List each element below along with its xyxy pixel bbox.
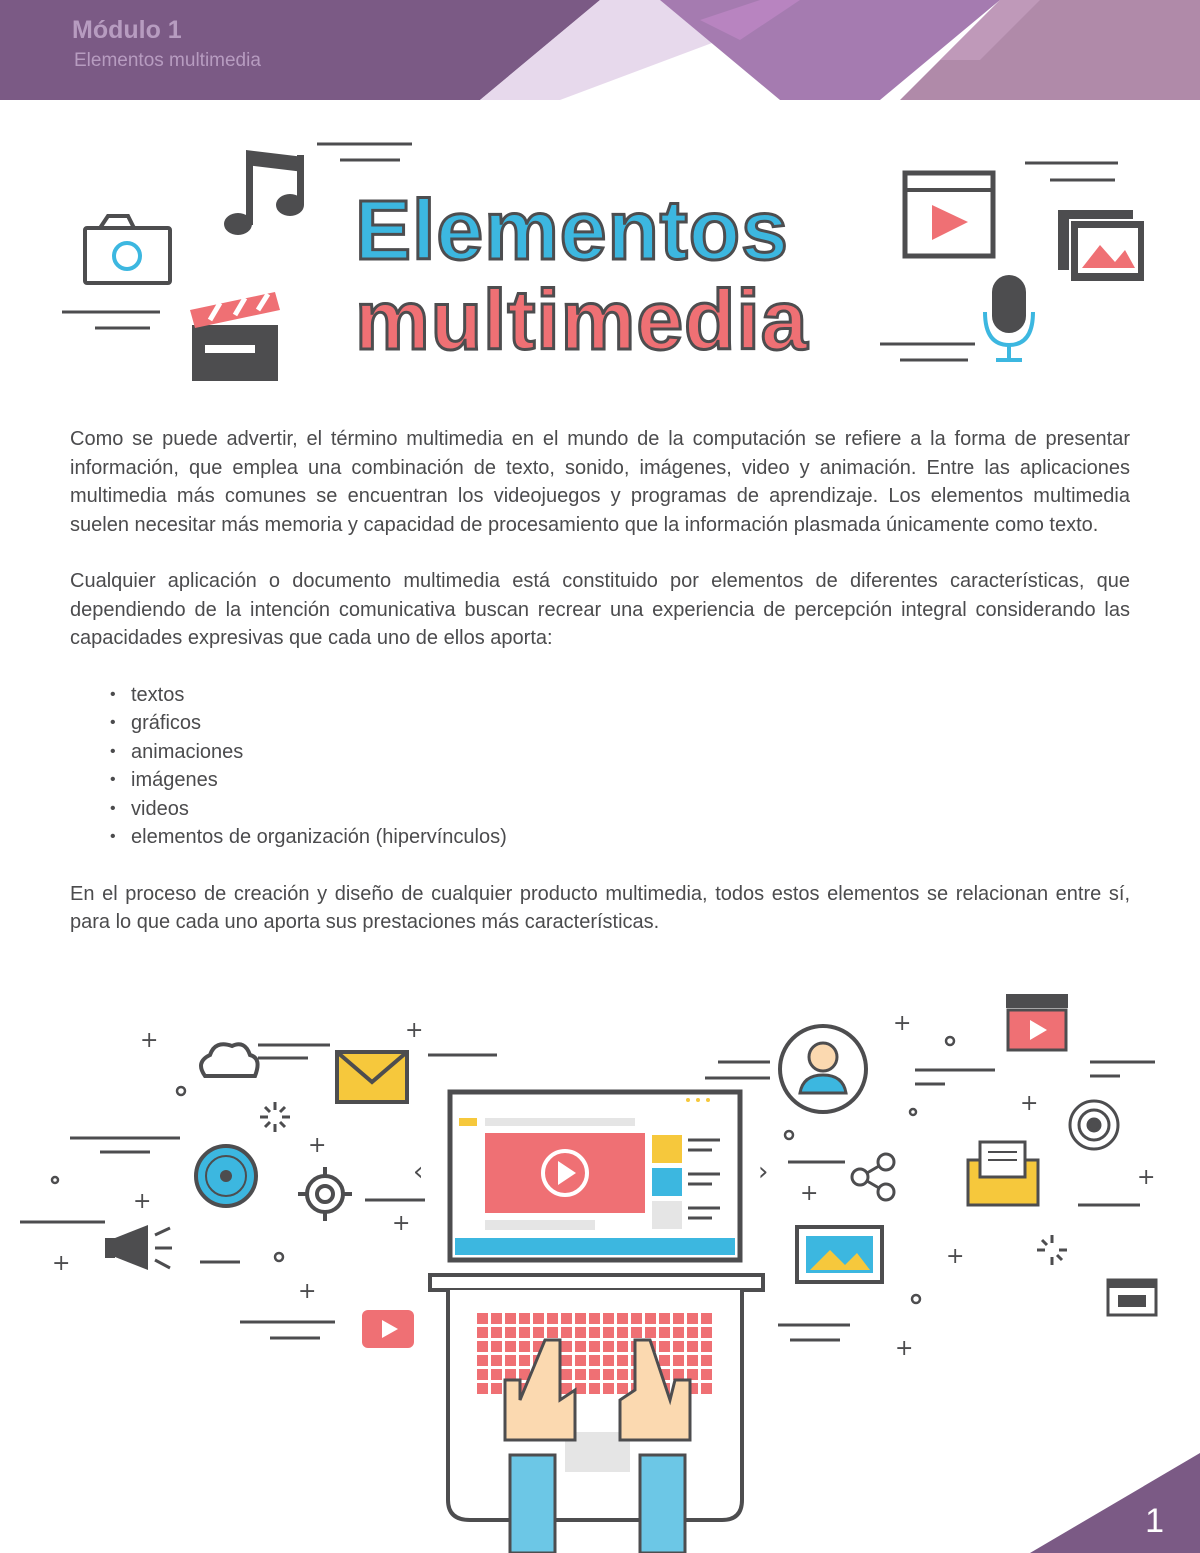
keyboard-key bbox=[477, 1341, 488, 1352]
keyboard-key bbox=[673, 1369, 684, 1380]
loading-spinner-icon bbox=[1037, 1235, 1067, 1265]
keyboard-key bbox=[589, 1341, 600, 1352]
keyboard-key bbox=[519, 1327, 530, 1338]
keyboard-key bbox=[533, 1327, 544, 1338]
laptop-base bbox=[430, 1275, 763, 1520]
keyboard-key bbox=[505, 1369, 516, 1380]
list-item: • gráficos bbox=[110, 709, 1130, 738]
svg-text:+: + bbox=[52, 1251, 71, 1276]
keyboard-key bbox=[505, 1313, 516, 1324]
keyboard-key bbox=[547, 1327, 558, 1338]
keyboard-key bbox=[617, 1355, 628, 1366]
keyboard-key bbox=[631, 1313, 642, 1324]
keyboard-key bbox=[673, 1341, 684, 1352]
keyboard-key bbox=[477, 1369, 488, 1380]
keyboard-key bbox=[519, 1313, 530, 1324]
keyboard-key bbox=[603, 1327, 614, 1338]
svg-text:+: + bbox=[308, 1133, 327, 1158]
keyboard-key bbox=[491, 1355, 502, 1366]
svg-text:+: + bbox=[140, 1028, 159, 1053]
page-corner bbox=[1030, 1453, 1200, 1553]
svg-text:+: + bbox=[133, 1189, 152, 1214]
keyboard-key bbox=[617, 1341, 628, 1352]
keyboard-key bbox=[617, 1327, 628, 1338]
keyboard-key bbox=[631, 1327, 642, 1338]
keyboard-key bbox=[603, 1313, 614, 1324]
keyboard-key bbox=[701, 1313, 712, 1324]
keyboard-key bbox=[575, 1313, 586, 1324]
keyboard-key bbox=[589, 1355, 600, 1366]
picture-frame-icon bbox=[797, 1227, 882, 1282]
body-content bbox=[70, 425, 1130, 965]
keyboard-key bbox=[687, 1341, 698, 1352]
keyboard-key bbox=[645, 1313, 656, 1324]
avatar-icon bbox=[780, 1026, 866, 1112]
hero-title-line1: Elementos bbox=[355, 183, 789, 277]
gear-icon bbox=[298, 1167, 352, 1221]
keyboard-key bbox=[603, 1341, 614, 1352]
chevron-right-icon: › bbox=[758, 1157, 769, 1187]
megaphone-icon bbox=[105, 1225, 172, 1270]
calendar-icon bbox=[1108, 1280, 1156, 1315]
keyboard-key bbox=[491, 1369, 502, 1380]
list-item: • animaciones bbox=[110, 738, 1130, 767]
keyboard-key bbox=[603, 1383, 614, 1394]
paragraph-elements: Cualquier aplicación o documento multimedia está constituido por elementos de diferentes características, que dependiendo de la intención comunicativa buscan recrear una experiencia de percepción integral considerando las capacidades expresivas que cada uno de ellos aporta: bbox=[70, 570, 1130, 649]
keyboard-key bbox=[701, 1327, 712, 1338]
play-button-icon bbox=[362, 1310, 414, 1348]
svg-text:+: + bbox=[893, 1011, 912, 1036]
svg-text:+: + bbox=[946, 1244, 965, 1269]
svg-text:+: + bbox=[800, 1181, 819, 1206]
music-note-icon bbox=[224, 150, 304, 235]
keyboard-key bbox=[673, 1355, 684, 1366]
list-item: • textos bbox=[110, 681, 1130, 710]
keyboard-key bbox=[477, 1327, 488, 1338]
module-label: Módulo 1 bbox=[72, 16, 182, 44]
keyboard-key bbox=[617, 1383, 628, 1394]
keyboard-key bbox=[673, 1313, 684, 1324]
target-icon bbox=[1070, 1101, 1118, 1149]
list-item: • videos bbox=[110, 795, 1130, 824]
keyboard-key bbox=[673, 1327, 684, 1338]
keyboard-key bbox=[701, 1355, 712, 1366]
keyboard-key bbox=[561, 1313, 572, 1324]
list-item: • elementos de organización (hipervínculos) bbox=[110, 823, 1130, 852]
keyboard-key bbox=[519, 1341, 530, 1352]
keyboard-key bbox=[659, 1355, 670, 1366]
chevron-left-icon: ‹ bbox=[413, 1157, 424, 1187]
keyboard-key bbox=[659, 1341, 670, 1352]
keyboard-key bbox=[561, 1355, 572, 1366]
keyboard-key bbox=[659, 1313, 670, 1324]
cloud-icon bbox=[201, 1044, 258, 1076]
svg-text:+: + bbox=[895, 1336, 914, 1361]
clapperboard-icon bbox=[190, 292, 280, 381]
keyboard-key bbox=[575, 1327, 586, 1338]
keyboard-key bbox=[575, 1383, 586, 1394]
keyboard-key bbox=[659, 1327, 670, 1338]
svg-text:+: + bbox=[1020, 1091, 1039, 1116]
keyboard-key bbox=[491, 1341, 502, 1352]
keyboard-key bbox=[575, 1355, 586, 1366]
keyboard-key bbox=[491, 1327, 502, 1338]
keyboard-key bbox=[701, 1341, 712, 1352]
keyboard-key bbox=[519, 1355, 530, 1366]
keyboard-key bbox=[687, 1313, 698, 1324]
keyboard-key bbox=[505, 1355, 516, 1366]
svg-text:+: + bbox=[405, 1018, 424, 1043]
keyboard-key bbox=[477, 1355, 488, 1366]
elements-list bbox=[70, 681, 1130, 852]
disc-icon bbox=[196, 1146, 256, 1206]
laptop-screen bbox=[450, 1092, 740, 1260]
loading-spinner-icon bbox=[260, 1102, 290, 1132]
keyboard-key bbox=[701, 1369, 712, 1380]
microphone-icon bbox=[985, 275, 1033, 360]
keyboard-key bbox=[603, 1355, 614, 1366]
keyboard-key bbox=[701, 1383, 712, 1394]
video-clip-icon bbox=[1006, 994, 1068, 1050]
keyboard-key bbox=[575, 1341, 586, 1352]
keyboard-key bbox=[617, 1313, 628, 1324]
hero-title-line2: multimedia bbox=[355, 273, 809, 367]
keyboard-key bbox=[561, 1341, 572, 1352]
keyboard-key bbox=[505, 1327, 516, 1338]
keyboard-key bbox=[687, 1327, 698, 1338]
keyboard-key bbox=[603, 1369, 614, 1380]
image-gallery-icon bbox=[1058, 210, 1145, 282]
keyboard-key bbox=[477, 1383, 488, 1394]
svg-text:+: + bbox=[298, 1279, 317, 1304]
keyboard-key bbox=[491, 1383, 502, 1394]
envelope-icon bbox=[337, 1052, 407, 1102]
keyboard-key bbox=[547, 1313, 558, 1324]
keyboard-key bbox=[477, 1313, 488, 1324]
keyboard-key bbox=[561, 1369, 572, 1380]
keyboard-key bbox=[561, 1327, 572, 1338]
keyboard-key bbox=[505, 1341, 516, 1352]
page-number: 1 bbox=[1145, 1502, 1164, 1540]
keyboard-key bbox=[617, 1369, 628, 1380]
open-mail-icon bbox=[968, 1142, 1038, 1205]
share-icon bbox=[852, 1154, 894, 1200]
list-item: • imágenes bbox=[110, 766, 1130, 795]
keyboard-key bbox=[575, 1369, 586, 1380]
module-subtitle: Elementos multimedia bbox=[74, 50, 261, 71]
keyboard-key bbox=[533, 1313, 544, 1324]
video-player-icon bbox=[905, 173, 993, 256]
page-header bbox=[0, 0, 1200, 100]
keyboard-key bbox=[589, 1313, 600, 1324]
keyboard-key bbox=[589, 1383, 600, 1394]
paragraph-conclusion: En el proceso de creación y diseño de cualquier producto multimedia, todos estos elementos se relacionan entre sí, para lo que cada uno aporta sus prestaciones más características. bbox=[70, 882, 1130, 933]
paragraph-intro: Como se puede advertir, el término multimedia en el mundo de la computación se refiere a la forma de presentar información, que emplea una combinación de texto, sonido, imágenes, video y animación. Entre las aplicaciones multimedia más comunes se encuentran los videojuegos y programas de aprendizaje. Los elementos multimedia suelen necesitar más memoria y capacidad de procesamiento que la información plasmada únicamente como texto. bbox=[70, 428, 1130, 536]
svg-text:+: + bbox=[392, 1211, 411, 1236]
laptop-illustration bbox=[0, 985, 1200, 1553]
camera-icon bbox=[85, 216, 170, 283]
keyboard-key bbox=[589, 1369, 600, 1380]
keyboard-key bbox=[589, 1327, 600, 1338]
svg-text:+: + bbox=[1137, 1165, 1156, 1190]
keyboard-key bbox=[687, 1355, 698, 1366]
keyboard-key bbox=[687, 1369, 698, 1380]
keyboard-key bbox=[491, 1313, 502, 1324]
keyboard-key bbox=[645, 1327, 656, 1338]
